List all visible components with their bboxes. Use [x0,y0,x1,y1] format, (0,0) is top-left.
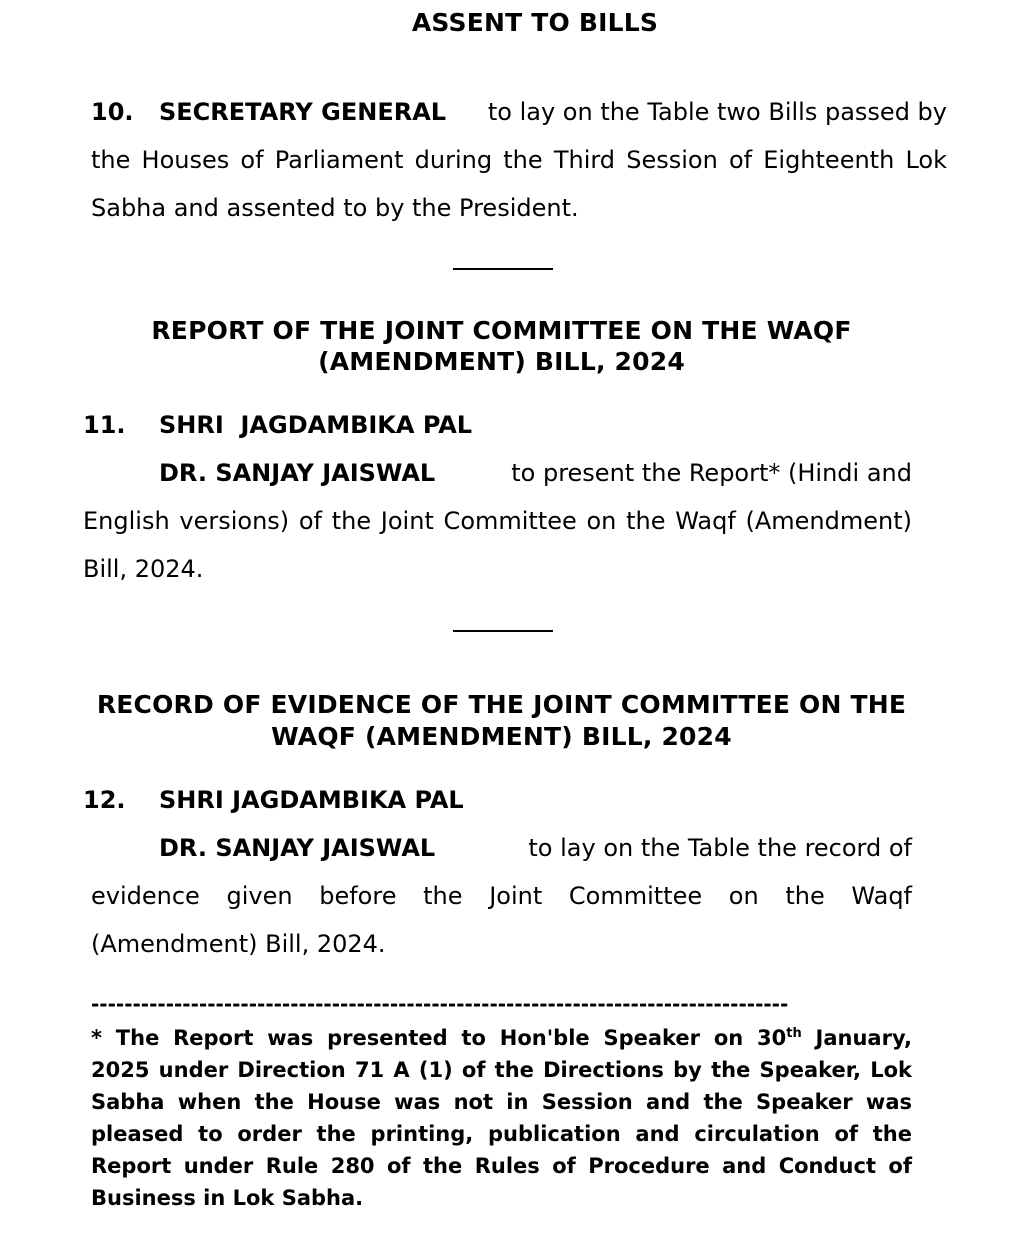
item-11-line-1 [159,459,912,487]
item-12-line-3: (Amendment) Bill, 2024. [91,930,386,958]
item-number: 12. [83,786,126,814]
item-text: to present the Report* (Hindi and [511,459,912,487]
item-12-line-2: evidence given before the Joint Committee on the Waqf [91,882,912,910]
footnote [91,1022,912,1214]
item-11-line-2: English versions) of the Joint Committee on the Waqf (Amendment) [83,507,912,535]
footnote-text-part-2: January, 2025 under Direction 71 A (1) of the Directions by the Speaker, Lok Sabha when the House was not in Session and the Speaker was pleased to order the printing, publication and circulation of the Report under Rule 280 of the Rules of Procedure and Conduct of Business in Lok Sabha. [91,1026,912,1210]
member-name: SHRI JAGDAMBIKA PAL [159,411,473,439]
member-name: SHRI JAGDAMBIKA PAL [159,786,464,814]
section-heading-report-line-1: REPORT OF THE JOINT COMMITTEE ON THE WAQF [151,316,852,345]
section-divider [453,268,553,270]
item-number: 10. [91,98,134,126]
item-10-line-3: Sabha and assented to by the President. [91,194,579,222]
section-heading-assent-to-bills: ASSENT TO BILLS [411,8,659,37]
item-11-member-line [83,411,472,439]
item-text: to lay on the Table the record of [528,834,912,862]
footnote-separator: ------------------------------------------------------------------------------------ [91,992,789,1016]
item-10-line-1 [91,98,947,126]
member-name: SECRETARY GENERAL [159,98,447,126]
footnote-text-part-1: * The Report was presented to Hon'ble Speaker on 30 [91,1026,787,1050]
section-heading-record-line-1: RECORD OF EVIDENCE OF THE JOINT COMMITTEE ON THE [96,690,907,719]
item-12-member-line [83,786,464,814]
footnote-superscript: th [786,1026,802,1041]
item-text: to lay on the Table two Bills passed by [487,98,947,126]
section-heading-report-line-2: (AMENDMENT) BILL, 2024 [318,347,685,376]
item-11-line-3: Bill, 2024. [83,555,204,583]
item-10-line-2: the Houses of Parliament during the Third Session of Eighteenth Lok [91,146,947,174]
member-name: DR. SANJAY JAISWAL [159,459,436,487]
item-number: 11. [83,411,126,439]
section-divider [453,630,553,632]
section-heading-record-line-2: WAQF (AMENDMENT) BILL, 2024 [271,722,732,751]
item-12-line-1 [159,834,912,862]
member-name: DR. SANJAY JAISWAL [159,834,436,862]
